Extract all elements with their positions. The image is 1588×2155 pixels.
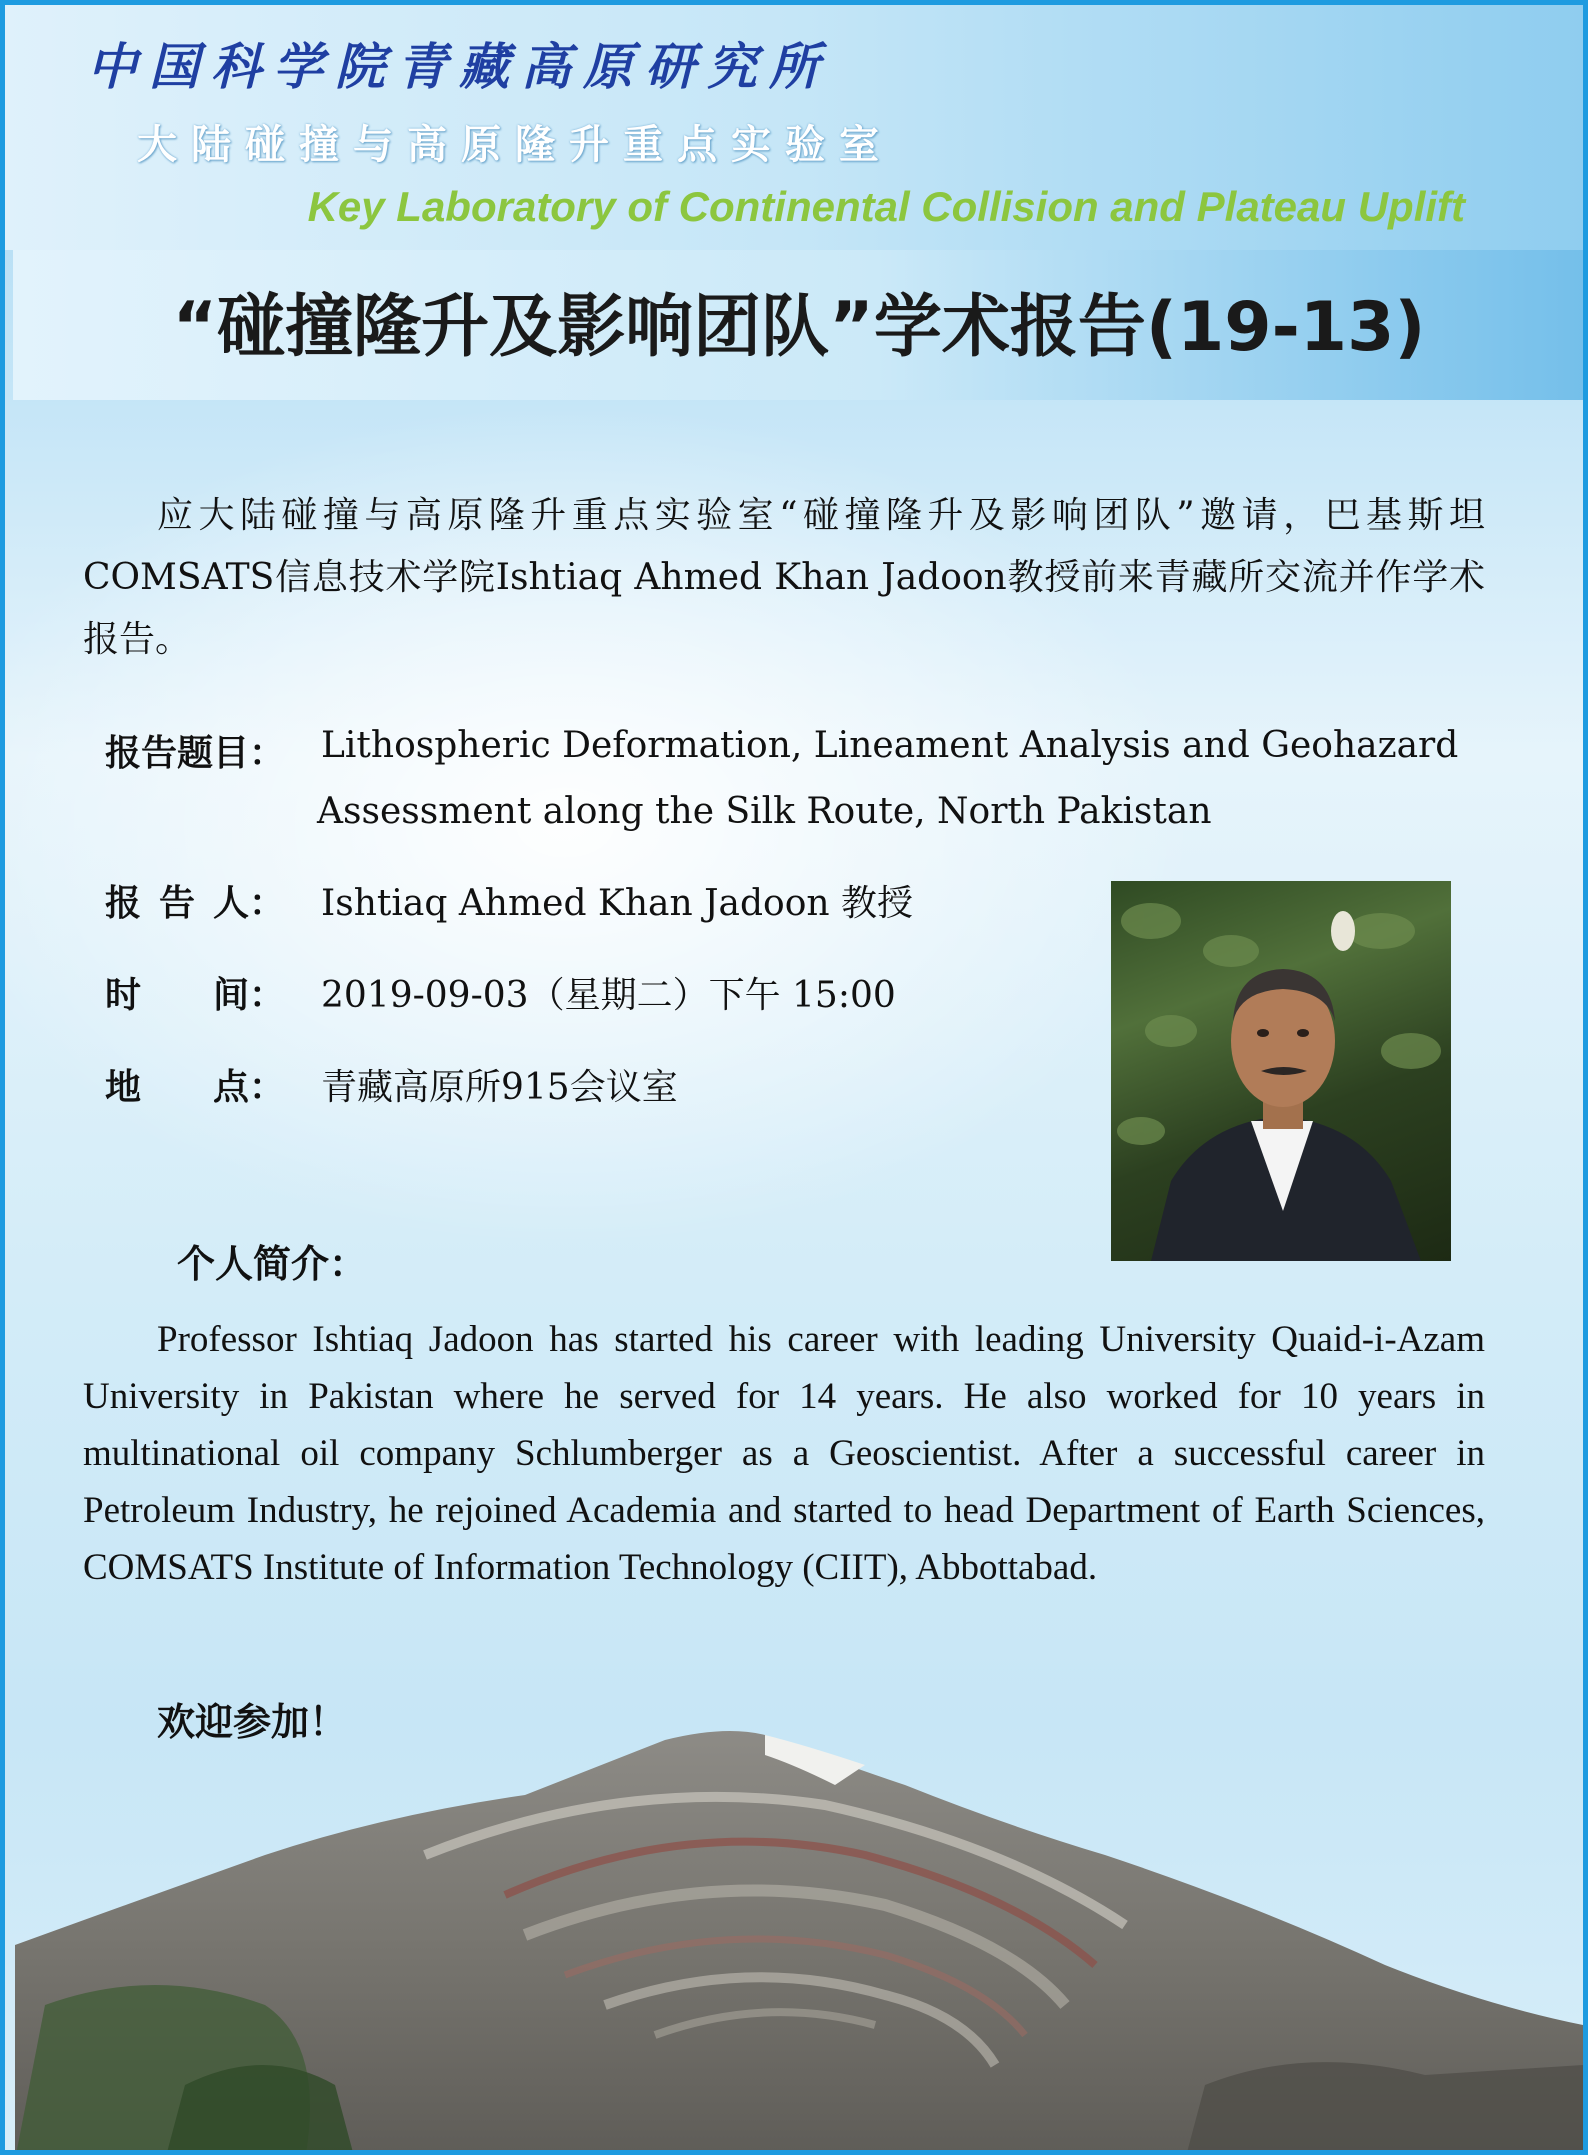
time-label: 时 间： <box>105 975 285 1016</box>
topic-line-2: Assessment along the Silk Route, North Pakistan <box>317 791 1212 832</box>
speaker-portrait <box>1111 881 1451 1261</box>
intro-paragraph: 应大陆碰撞与高原隆升重点实验室“碰撞隆升及影响团队”邀请，巴基斯坦COMSATS信息技术学院Ishtiaq Ahmed Khan Jadoon教授前来青藏所交流并作学术报告。 <box>83 495 1485 660</box>
time-value: 2019-09-03（星期二）下午 15:00 <box>321 975 896 1016</box>
place-value: 青藏高原所915会议室 <box>321 1067 678 1108</box>
place-label: 地 点： <box>105 1067 285 1108</box>
mountain-image <box>5 1705 1588 2155</box>
speaker-value: Ishtiaq Ahmed Khan Jadoon 教授 <box>321 883 914 924</box>
bio-title: 个人简介： <box>177 1242 368 1286</box>
topic-label: 报告题目： <box>105 733 286 774</box>
lab-name-cn: 大陆碰撞与高原隆升重点实验室 <box>137 122 893 168</box>
bio-paragraph: Professor Ishtiaq Jadoon has started his career with leading University Quaid-i-Azam University in Pakistan where he served for 14 years. He also worked for 10 years in multinational oil company Schlumberger as a Geoscientist. After a successful career in Petroleum Industry, he rejoined Academia and started to head Department of Earth Sciences, COMSATS Institute of Information Technology (CIIT), Abbottabad. <box>83 1319 1485 1588</box>
report-title: “碰撞隆升及影响团队”学术报告(19-13) <box>172 288 1426 367</box>
lab-name-en: Key Laboratory of Continental Collision and Plateau Uplift <box>307 183 1465 230</box>
welcome-text: 欢迎参加！ <box>157 1700 348 1744</box>
speaker-label: 报 告 人： <box>105 883 285 924</box>
topic-line-1: Lithospheric Deformation, Lineament Analysis and Geohazard <box>321 725 1459 766</box>
institute-name-cn: 中国科学院青藏高原研究所 <box>87 37 831 96</box>
